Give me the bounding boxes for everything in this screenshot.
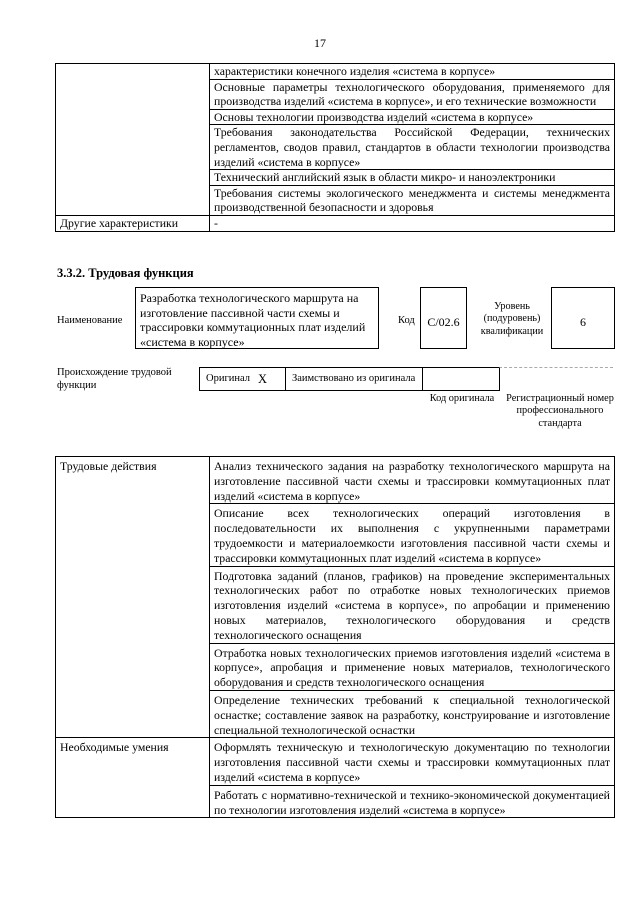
page-number: 17 [314, 36, 326, 50]
table-row: Основы технологии производства изделий «система в корпусе» [210, 109, 615, 125]
table-row: Основные параметры технологического оборудования, применяемого для производства изделий «система в корпусе», и его технические возможности [210, 79, 615, 109]
function-details-table [55, 456, 615, 818]
name-label: Наименование [57, 315, 123, 326]
code-label: Код [398, 315, 415, 326]
registration-number-caption: Регистрационный номер профессионального стандарта [506, 393, 614, 429]
qualification-level-label: Уровень (подуровень) квалификации [480, 301, 544, 337]
labor-actions-label: Трудовые действия [56, 457, 210, 738]
original-code-caption: Код оригинала [429, 393, 495, 404]
function-code-box: C/02.6 [420, 287, 467, 349]
skills-label: Необходимые умения [56, 738, 210, 818]
other-characteristics-value: - [210, 215, 615, 231]
table-row: Описание всех технологических операций изготовления в последовательности их выполнения с укрупненными параметрами трудоемкости и материалоемкости изготовления пассивной части схемы и трассировки коммутационных плат изделий «система в корпусе» [210, 504, 615, 566]
table-row: Оформлять техническую и технологическую документацию по технологии изготовления пассивной части схемы и трассировки коммутационных плат изделий «система в корпусе» [210, 738, 615, 785]
table-row: Требования законодательства Российской Федерации, технических регламентов, сводов правил, стандартов в области технологии производства изделий «система в корпусе» [210, 125, 615, 170]
knowledge-table [55, 63, 615, 232]
table-row: Требования системы экологического менеджмента и системы менеджмента производственной безопасности и здоровья [210, 185, 615, 215]
table-row: Технический английский язык в области микро- и наноэлектроники [210, 170, 615, 186]
table-row: Отработка новых технологических приемов изготовления изделий «система в корпусе», апробация и применение новых материалов, технологического оборудования и средств технологического оснащения [210, 643, 615, 690]
other-characteristics-label: Другие характеристики [56, 215, 210, 231]
qualification-level-box: 6 [551, 287, 615, 349]
original-cell: Оригинал [199, 367, 257, 391]
original-mark: X [256, 367, 286, 391]
table-row: Анализ технического задания на разработку технологического маршрута на изготовление пассивной части схемы и трассировки коммутационных плат изделий «система в корпусе» [210, 457, 615, 504]
table-row: Определение технических требований к специальной технологической оснастке; составление заявок на разработку, конструирование и изготовление специальной технологической оснастки [210, 690, 615, 737]
table-row: Подготовка заданий (планов, графиков) на проведение экспериментальных технологических работ по отработке новых технологических приемов изготовления изделий «система в корпусе», по апробации и применению новых материалов, технологического оборудования и средств технологического оснащения [210, 566, 615, 643]
section-title: 3.3.2. Трудовая функция [57, 266, 194, 280]
table-row: характеристики конечного изделия «система в корпусе» [210, 64, 615, 80]
original-code-cell [422, 367, 500, 391]
table-label-cell [56, 64, 210, 216]
borrowed-cell: Заимствовано из оригинала [285, 367, 423, 391]
table-row: Работать с нормативно-технической и технико-экономической документацией по технологии изготовления изделий «система в корпусе» [210, 785, 615, 818]
registration-number-cell [499, 367, 613, 391]
origin-label: Происхождение трудовой функции [57, 367, 172, 391]
function-name-box: Разработка технологического маршрута на изготовление пассивной части схемы и трассировки коммутационных плат изделий «система в корпусе» [135, 287, 379, 349]
origin-row [200, 367, 613, 391]
